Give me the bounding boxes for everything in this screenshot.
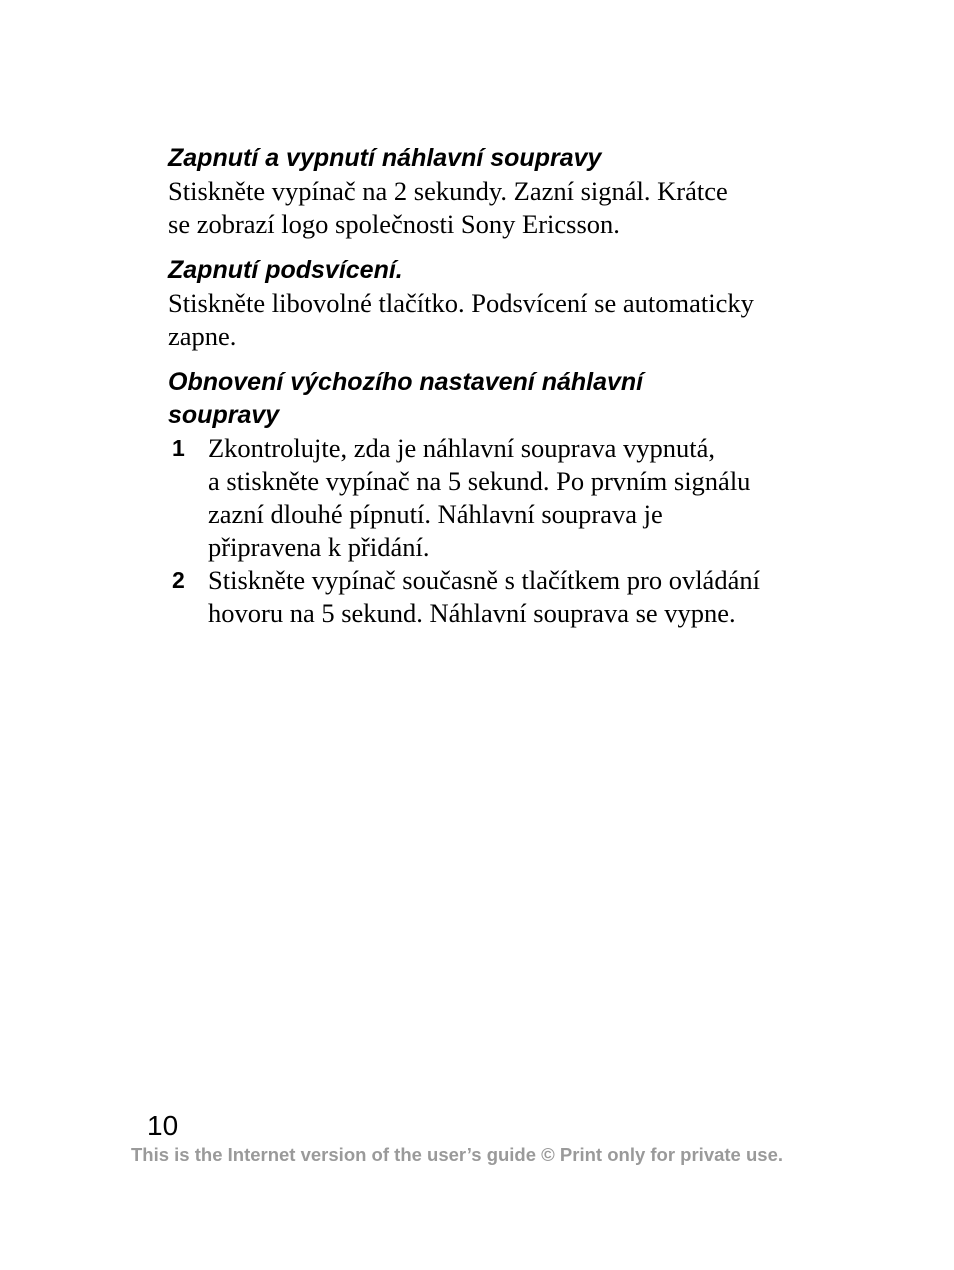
step-line: Stiskněte vypínač současně s tlačítkem pro ovládání <box>208 565 760 595</box>
step-item <box>168 432 818 564</box>
paragraph-line: zapne. <box>168 321 237 351</box>
paragraph-line: se zobrazí logo společnosti Sony Ericsson. <box>168 209 620 239</box>
step-item <box>168 564 818 630</box>
step-number: 2 <box>172 567 185 593</box>
footer-note: This is the Internet version of the user’s guide © Print only for private use. <box>131 1144 784 1165</box>
step-line: a stiskněte vypínač na 5 sekund. Po prvním signálu <box>208 466 751 496</box>
section-power-on-off <box>168 142 818 241</box>
step-line: připravena k přidání. <box>208 532 430 562</box>
page-content <box>168 142 818 643</box>
step-line: Zkontrolujte, zda je náhlavní souprava vypnutá, <box>208 433 716 463</box>
section-heading: Zapnutí podsvícení. <box>168 256 403 284</box>
step-number: 1 <box>172 435 185 461</box>
section-reset-defaults <box>168 366 818 630</box>
paragraph-line: Stiskněte libovolné tlačítko. Podsvícení se automaticky <box>168 288 754 318</box>
step-line: zazní dlouhé pípnutí. Náhlavní souprava je <box>208 499 663 529</box>
section-heading: Obnovení výchozího nastavení náhlavní <box>168 368 644 396</box>
section-backlight <box>168 254 818 353</box>
section-heading: Zapnutí a vypnutí náhlavní soupravy <box>168 144 602 172</box>
page-number: 10 <box>147 1110 179 1141</box>
section-heading: soupravy <box>168 401 280 429</box>
paragraph-line: Stiskněte vypínač na 2 sekundy. Zazní signál. Krátce <box>168 176 728 206</box>
steps-list <box>168 432 818 630</box>
step-line: hovoru na 5 sekund. Náhlavní souprava se vypne. <box>208 598 736 628</box>
